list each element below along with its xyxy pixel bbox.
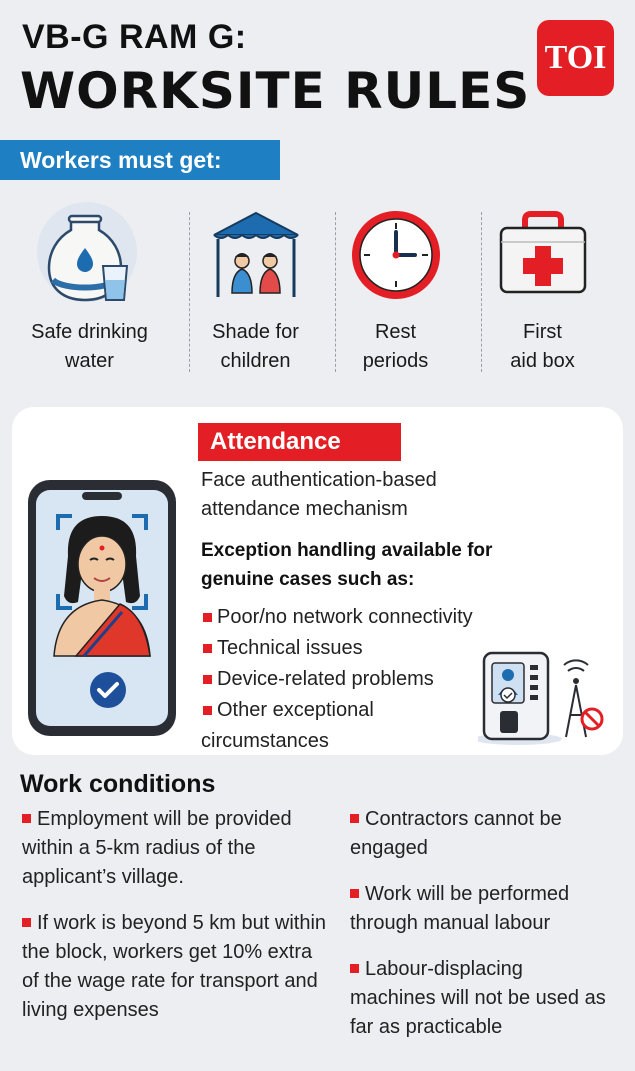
facility-water-label-1: Safe drinking <box>31 321 148 343</box>
list-item <box>201 602 531 633</box>
exception-text: Poor/no network connectivity <box>217 606 473 628</box>
phone-face-auth-icon <box>24 478 180 745</box>
list-item <box>22 805 332 892</box>
work-conditions-heading: Work conditions <box>20 770 216 798</box>
exception-text: Technical issues <box>217 637 363 659</box>
tent-children-icon <box>182 200 329 310</box>
facility-first-aid-label-1: First <box>523 321 562 343</box>
exception-text: Device-related problems <box>217 668 434 690</box>
list-item <box>350 805 612 863</box>
facility-shade <box>182 200 329 380</box>
list-item <box>22 909 332 1025</box>
condition-text: Employment will be provided within a 5-km radius of the applicant’s village. <box>22 808 292 888</box>
attendance-description: Face authentication-based attendance mechanism <box>201 469 437 520</box>
facility-water <box>16 200 163 380</box>
condition-text: Labour-displacing machines will not be used as far as practicable <box>350 958 606 1038</box>
facility-shade-label-1: Shade for <box>212 321 299 343</box>
facility-rest-label-2: periods <box>362 350 429 372</box>
bullet-icon <box>203 675 212 684</box>
facility-shade-label-2: children <box>220 350 291 372</box>
bullet-icon <box>203 706 212 715</box>
bullet-icon <box>203 644 212 653</box>
list-item <box>350 880 612 938</box>
attendance-heading: Attendance <box>198 423 401 461</box>
list-item <box>201 695 411 757</box>
water-pot-icon <box>16 200 163 310</box>
bullet-icon <box>350 964 359 973</box>
toi-logo: TOI <box>537 20 614 96</box>
exception-text: Other exceptional circumstances <box>201 699 374 752</box>
facility-rest <box>322 200 469 380</box>
title-line-1: VB-G RAM G: <box>22 18 247 56</box>
condition-text: If work is beyond 5 km but within the block, workers get 10% extra of the wage rate for transport and living expenses <box>22 912 327 1021</box>
condition-text: Work will be performed through manual labour <box>350 883 570 934</box>
first-aid-icon <box>469 200 616 310</box>
exception-heading: Exception handling available for genuine cases such as: <box>201 540 493 590</box>
facility-rest-label-1: Rest <box>374 321 417 343</box>
bullet-icon <box>350 814 359 823</box>
bullet-icon <box>22 814 31 823</box>
biometric-device-icon <box>478 645 608 750</box>
work-conditions-right-list <box>350 805 612 1059</box>
facility-water-label-2: water <box>65 350 114 372</box>
title-line-2: WORKSITE RULES <box>20 62 531 120</box>
facilities-heading: Workers must get: <box>0 140 280 180</box>
bullet-icon <box>350 889 359 898</box>
condition-text: Contractors cannot be engaged <box>350 808 562 859</box>
list-item <box>350 955 612 1042</box>
facility-first-aid-label-2: aid box <box>510 350 575 372</box>
bullet-icon <box>203 613 212 622</box>
clock-icon <box>322 200 469 310</box>
bullet-icon <box>22 918 31 927</box>
work-conditions-left-list <box>22 805 332 1042</box>
facility-first-aid <box>469 200 616 380</box>
